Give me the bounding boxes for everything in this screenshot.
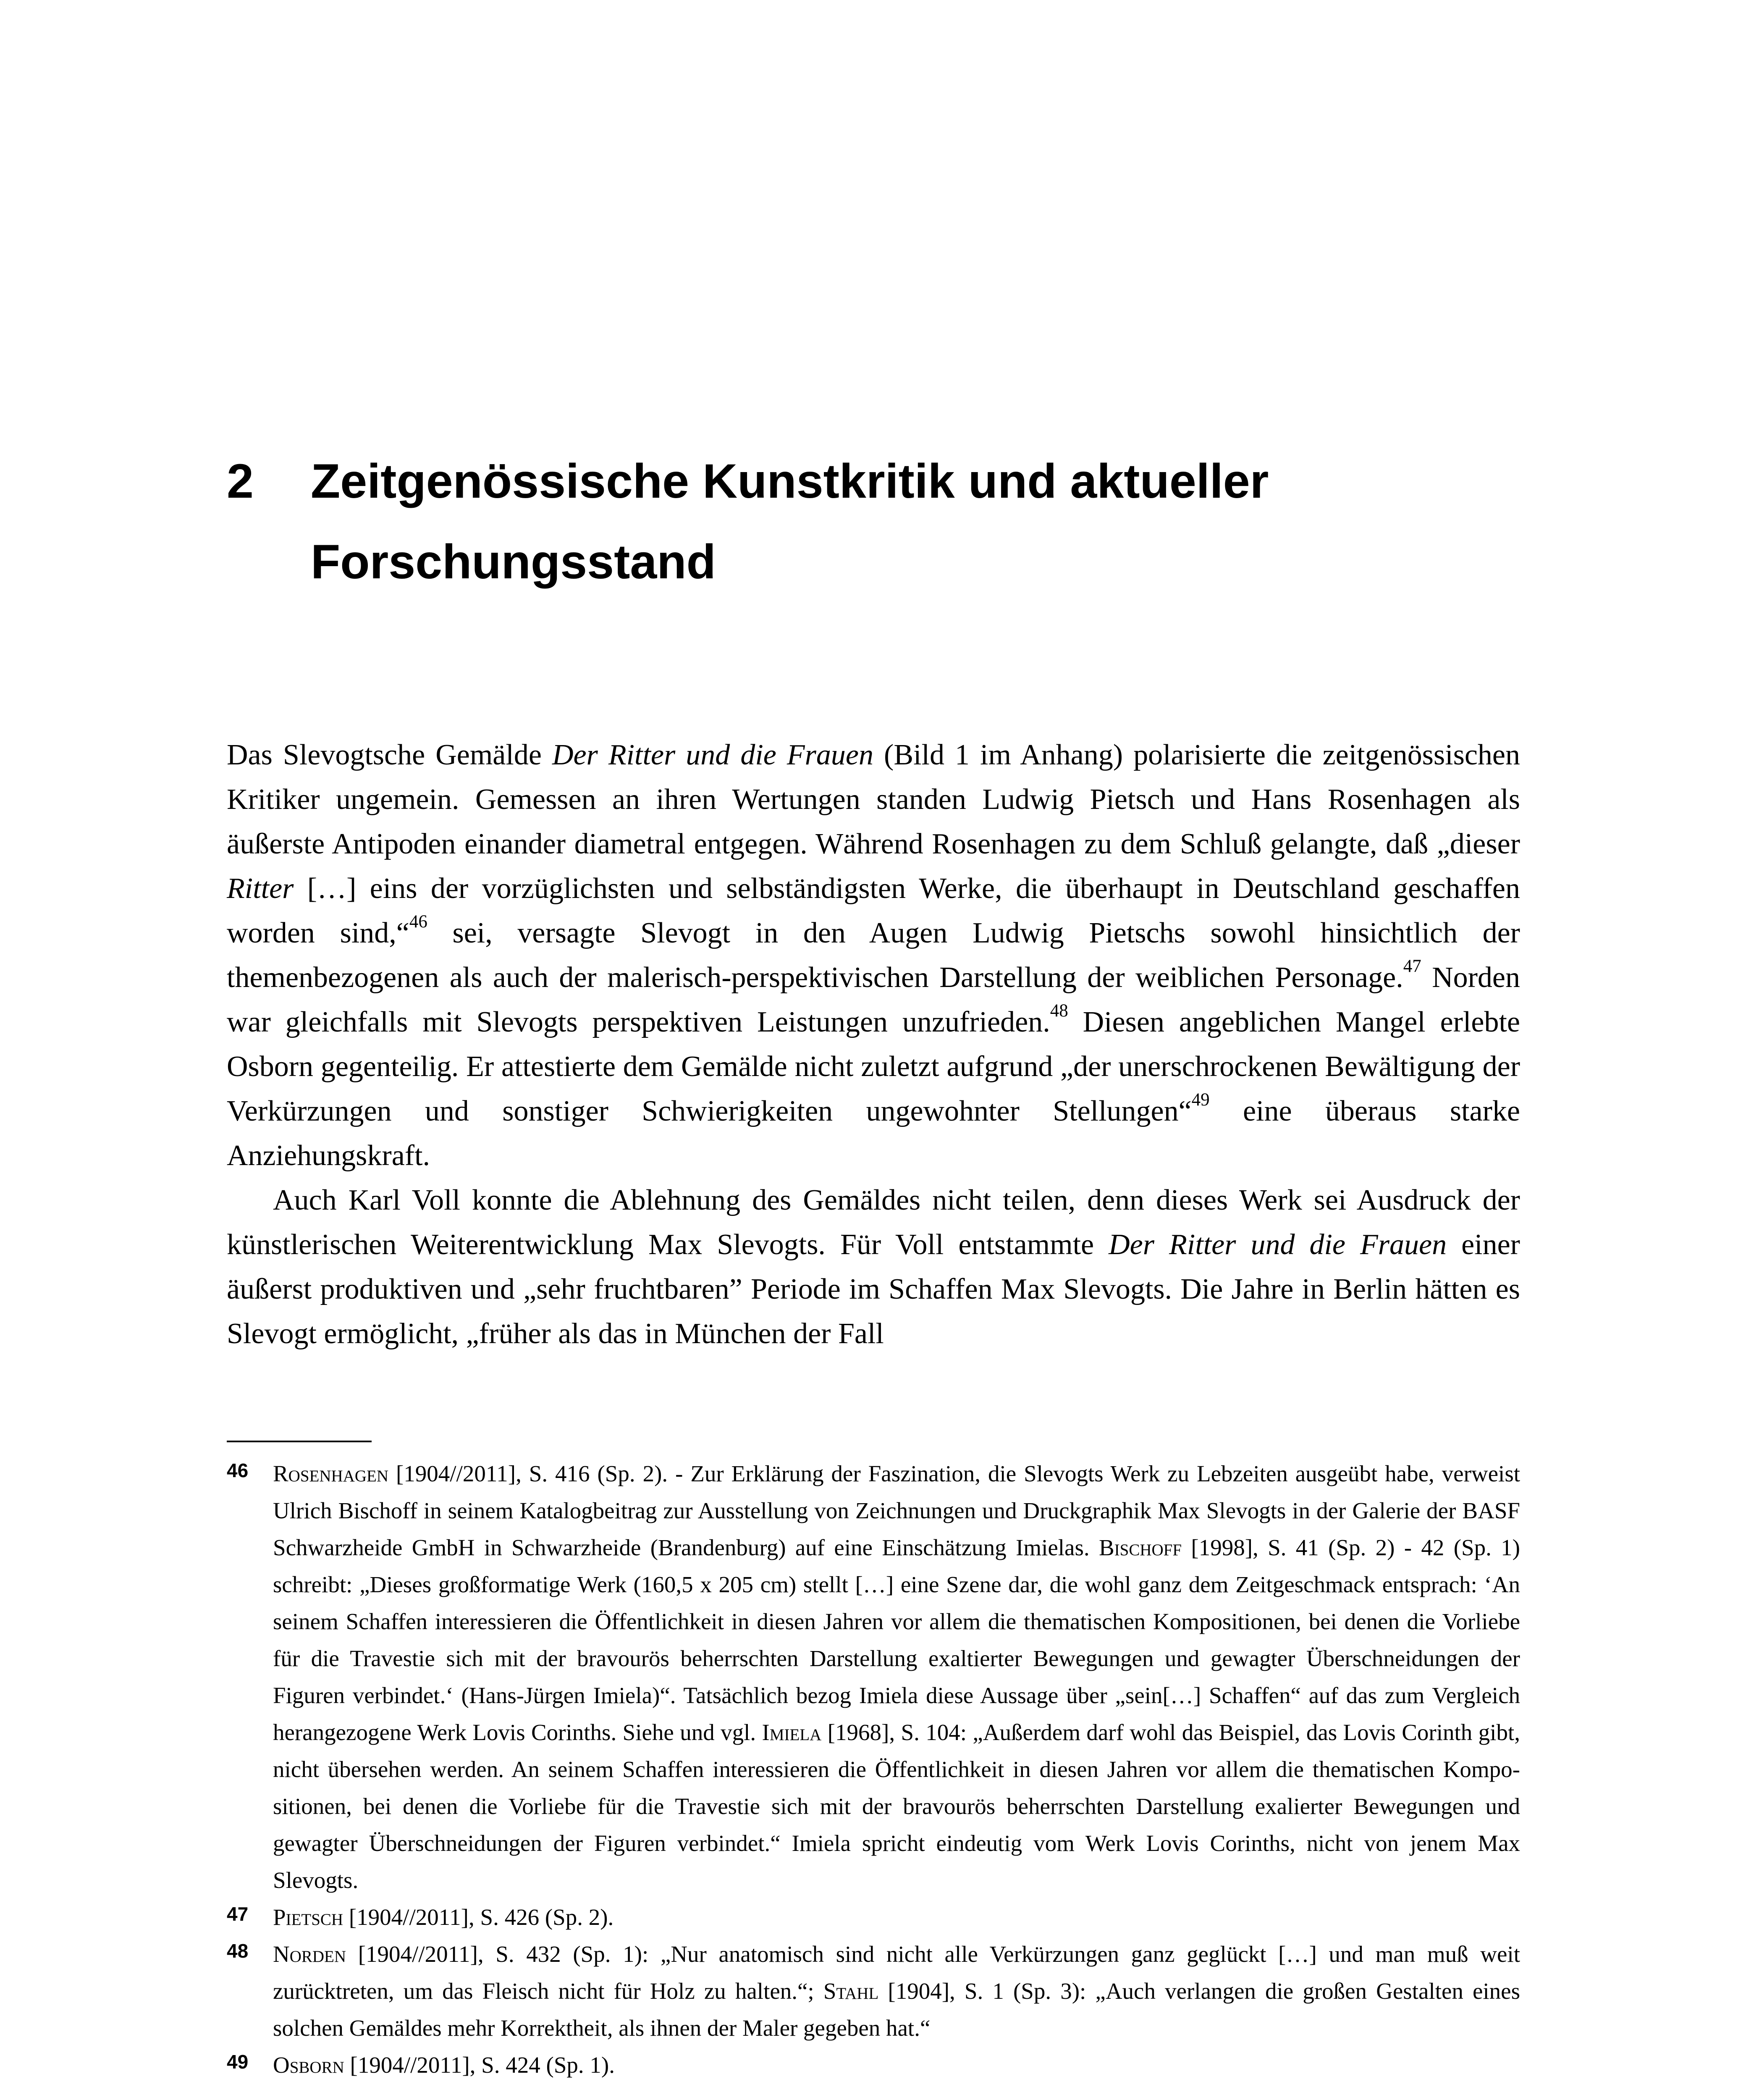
footnote-ref-47: 47 [1403, 956, 1421, 976]
footnote-49 [227, 2047, 1520, 2084]
text-run: (Bild 1 im Anhang) polarisierte die zeitgenössischen Kritiker ungemein. Gemessen an ihren Wertungen standen Ludwig Pietsch und Hans Rosenhagen als äußerste Antipoden einander diametral entgegen. Während Rosenhagen zu dem Schluß gelangte, daß „dieser [227, 739, 1520, 860]
footnote-number: 48 [227, 1940, 249, 1962]
text-run: [1904], S. 1 (Sp. 3): „Auch verlangen die großen Gestalten eines solchen Gemäldes mehr Korrektheit, als ihnen der Maler gegeben hat.“ [273, 1978, 1520, 2041]
author-name: Rosenhagen [273, 1461, 389, 1486]
work-title-italic: Der Ritter und die Frauen [552, 739, 873, 771]
text-run: sei, versagte Slevogt in den Augen Ludwig Pietschs sowohl hinsichtlich der themenbezogenen als auch der malerisch-perspektivischen Darstellung der weiblichen Personage. [227, 917, 1520, 994]
chapter-title-line-2: Forschungsstand [311, 535, 716, 589]
author-name: Norden [273, 1941, 346, 1967]
footnote-47 [227, 1899, 1520, 1936]
footnote-number: 49 [227, 2051, 249, 2073]
footnote-separator [227, 1441, 372, 1442]
author-name: Osborn [273, 2052, 344, 2078]
text-run: [1968], S. 104: „Außerdem darf wohl das Beispiel, das Lovis Corinth gibt, nicht übersehen werden. An seinem Schaffen interessieren die Öffentlichkeit in diesen Jahren vor allem die thematischen Kompositionen, bei denen die Vorliebe für die Travestie sich mit der bravourös beherrschten Darstellung exalierter Bewegungen und gewagter Überschneidungen der Figuren verbindet.“ Imiela spricht eindeutig vom Werk Lovis Corinths, nicht von jenem Max Slevogts. [273, 1719, 1520, 1893]
footnote-ref-48: 48 [1050, 1001, 1068, 1021]
footnote-number: 46 [227, 1460, 249, 1481]
text-run: [1904//2011], S. 432 (Sp. 1): „Nur anatomisch sind nicht alle Verkürzungen ganz geglückt […] und man muß weit zurücktreten, um das Fleisch nicht für Holz zu halten.“; [273, 1941, 1520, 2004]
author-name: Imiela [762, 1719, 822, 1745]
text-run: [1904//2011], S. 416 (Sp. 2). - Zur Erklärung der Faszination, die Slevogts Werk zu Lebzeiten ausgeübt habe, verweist Ulrich Bischoff in seinem Katalogbeitrag zur Ausstellung von Zeichnungen und Druckgraphik Max Slevogts in der Galerie der BASF Schwarzheide GmbH in Schwarzheide (Brandenburg) auf eine Einschätzung Imielas. [273, 1461, 1520, 1560]
text-run: Auch Karl Voll konnte die Ablehnung des Gemäldes nicht teilen, denn dieses Werk sei Ausdruck der künstlerischen Weiterentwicklung Max Slevogts. Für Voll entstammte [227, 1184, 1520, 1261]
footnote-48 [227, 1936, 1520, 2047]
text-run: [1904//2011], S. 424 (Sp. 1). [344, 2052, 615, 2078]
text-run: eine überaus starke Anziehungskraft. [227, 1095, 1520, 1172]
text-run: Norden war gleichfalls mit Slevogts perspektiven Leistungen unzufrieden. [227, 961, 1520, 1038]
author-name: Bischoff [1098, 1535, 1182, 1560]
work-title-italic: Ritter [227, 872, 294, 905]
text-run: […] eins der vorzüglichsten und selbständigsten Werke, die überhaupt in Deutschland geschaffen worden sind,“ [227, 872, 1520, 949]
body-text [227, 733, 1520, 1356]
work-title-italic: Der Ritter und die Frauen [1109, 1228, 1447, 1261]
footnote-ref-46: 46 [409, 912, 427, 932]
text-run: [1904//2011], S. 426 (Sp. 2). [343, 1904, 614, 1930]
footnotes [227, 1455, 1520, 2084]
footnote-number: 47 [227, 1903, 249, 1925]
chapter-number: 2 [227, 454, 254, 508]
paragraph-2 [227, 1178, 1520, 1356]
author-name: Stahl [823, 1978, 879, 2004]
text-run: einer äußerst produktiven und „sehr fruchtbaren” Periode im Schaffen Max Slevogts. Die Jahre in Berlin hätten es Slevogt ermöglicht, „früher als das in München der Fall [227, 1228, 1520, 1350]
text-run: Das Slevogtsche Gemälde [227, 739, 552, 771]
footnote-46 [227, 1455, 1520, 1899]
author-name: Pietsch [273, 1904, 343, 1930]
paragraph-1 [227, 733, 1520, 1178]
chapter-title-line-1: Zeitgenössische Kunstkritik und aktueller [311, 454, 1269, 508]
text-run: Diesen angeblichen Mangel erlebte Osborn gegenteilig. Er attestierte dem Gemälde nicht zuletzt aufgrund „der unerschrockenen Bewältigung der Verkürzungen und sonstiger Schwierigkeiten ungewohnter Stellungen“ [227, 1006, 1521, 1127]
chapter-title [311, 441, 1528, 602]
text-run: [1998], S. 41 (Sp. 2) - 42 (Sp. 1) schreibt: „Dieses großformatige Werk (160,5 x 205 cm) stellt […] eine Szene dar, die wohl ganz dem Zeitgeschmack entsprach: ‘An seinem Schaffen interessieren die Öffentlichkeit in diesen Jahren vor allem die thematischen Kompositionen, bei denen die Vorliebe für die Travestie sich mit der bravourös beherrschten Darstellung exaltierter Bewegungen und gewagter Überschneidungen der Figuren verbindet.‘ (Hans-Jürgen Imiela)“. Tatsächlich bezog Imiela diese Aussage über „sein[…] Schaffen“ auf das zum Vergleich herangezogene Werk Lovis Corinths. Siehe und vgl. [273, 1535, 1520, 1745]
footnote-ref-49: 49 [1191, 1090, 1210, 1110]
